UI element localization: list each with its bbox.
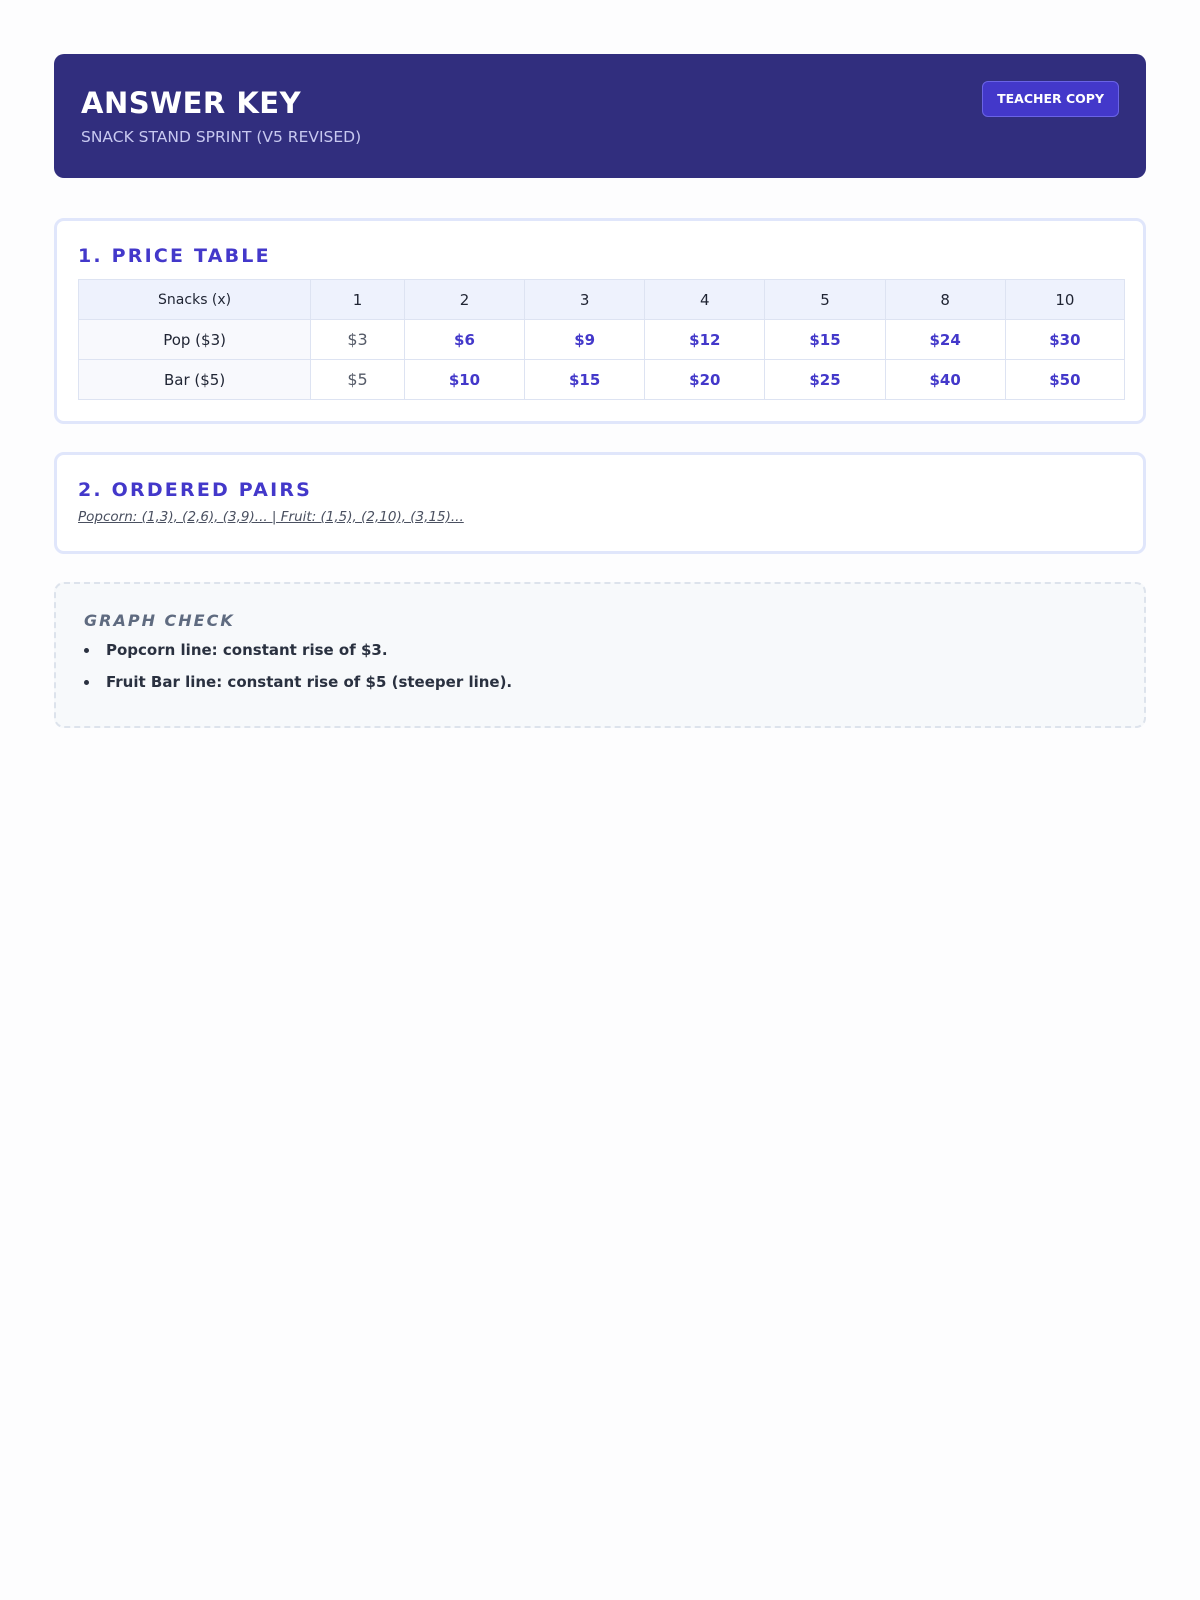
ordered-pairs-card [54,452,1146,554]
table-header-row [79,280,1125,320]
answer-cell: $50 [1005,360,1124,400]
ordered-pairs-title: 2. ORDERED PAIRS [78,479,313,501]
answer-cell: $25 [765,360,885,400]
table-row [79,360,1125,400]
graph-check-card [54,582,1146,728]
table-cell: $5 [311,360,405,400]
teacher-copy-badge: TEACHER COPY [982,81,1119,117]
table-header-cell: 2 [404,280,524,320]
answer-cell: $15 [525,360,645,400]
price-table [78,279,1125,400]
list-item [84,672,1116,692]
header-banner [54,54,1146,178]
answer-cell: $20 [645,360,765,400]
table-cell: $3 [311,320,405,360]
table-header-cell: 5 [765,280,885,320]
page-title: ANSWER KEY [81,86,302,120]
answer-cell: $12 [645,320,765,360]
table-header-cell: 8 [885,280,1005,320]
table-header-cell: 3 [525,280,645,320]
answer-cell: $30 [1005,320,1124,360]
table-row [79,320,1125,360]
row-label: Bar ($5) [79,360,311,400]
answer-cell: $24 [885,320,1005,360]
list-item-text: Popcorn line: constant rise of $3. [106,641,388,659]
answer-cell: $9 [525,320,645,360]
bullet-icon [84,648,89,653]
answer-cell: $40 [885,360,1005,400]
list-item-text: Fruit Bar line: constant rise of $5 (steeper line). [106,673,513,691]
price-table-card [54,218,1146,424]
table-header-cell: Snacks (x) [79,280,311,320]
answer-cell: $10 [404,360,524,400]
graph-check-title: GRAPH CHECK [84,611,235,630]
answer-cell: $15 [765,320,885,360]
graph-check-list [84,640,1116,692]
list-item [84,640,1116,660]
price-table-title: 1. PRICE TABLE [78,245,271,267]
row-label: Pop ($3) [79,320,311,360]
bullet-icon [84,680,89,685]
page-subtitle: SNACK STAND SPRINT (V5 REVISED) [81,128,362,146]
table-header-cell: 1 [311,280,405,320]
ordered-pairs-text: Popcorn: (1,3), (2,6), (3,9)... | Fruit: (1,5), (2,10), (3,15)... [78,509,464,525]
table-header-cell: 10 [1005,280,1124,320]
table-header-cell: 4 [645,280,765,320]
answer-cell: $6 [404,320,524,360]
